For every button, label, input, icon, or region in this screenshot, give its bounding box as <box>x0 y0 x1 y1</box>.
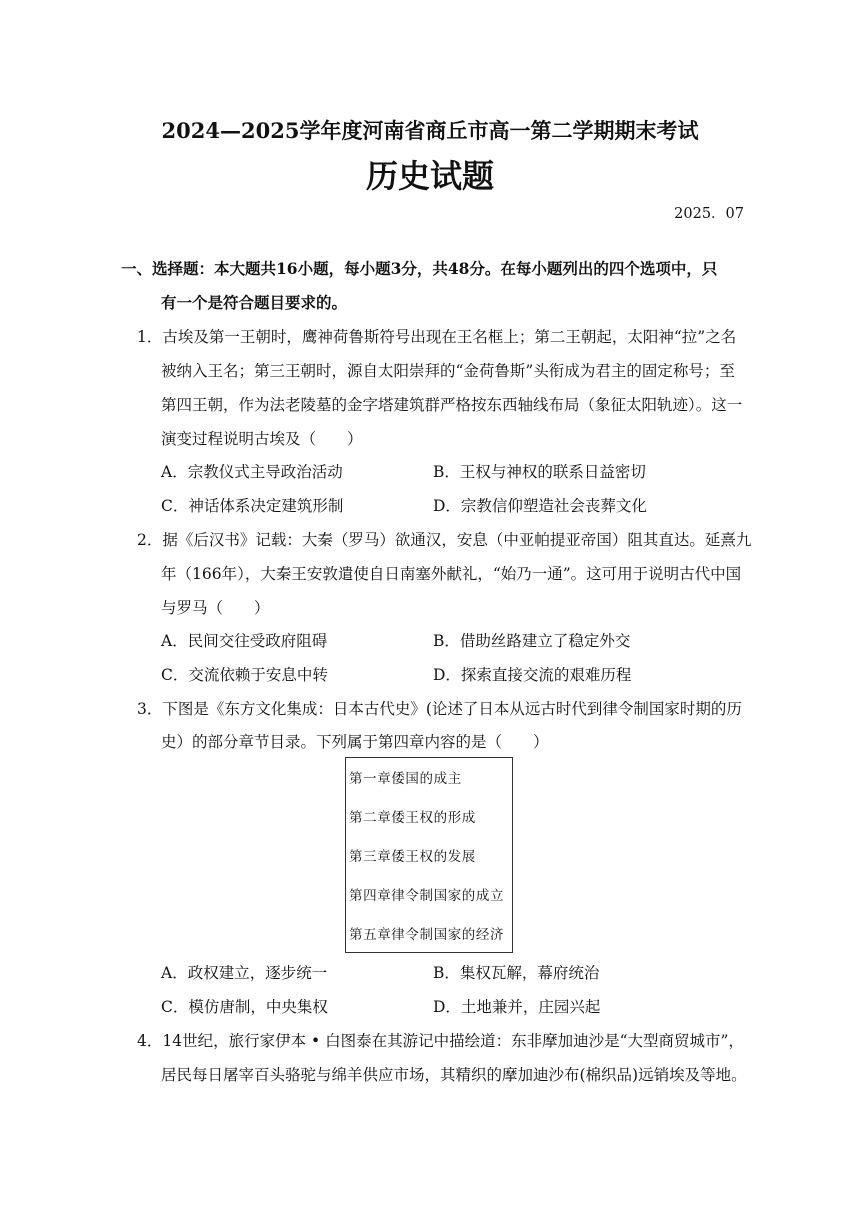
chapter-item: 第五章律令制国家的经济 <box>349 927 505 943</box>
q3-option-c: C．模仿唐制，中央集权 <box>161 998 328 1016</box>
section-heading-cont: 有一个是符合题目要求的。 <box>161 293 348 312</box>
q2-option-c: C．交流依赖于安息中转 <box>161 666 328 684</box>
chapter-item: 第一章倭国的成主 <box>349 771 462 787</box>
q2-stem-line: 与罗马（ ） <box>161 599 270 617</box>
q2-stem-line: 年（166年），大秦王安敦遣使自日南塞外献礼，“始乃一通”。这可用于说明古代中国 <box>161 565 742 583</box>
chapter-item: 第三章倭王权的发展 <box>349 849 476 865</box>
q1-stem-line: 被纳入王名；第三王朝时，源自太阳崇拜的“金荷鲁斯”头衔成为君主的固定称号；至 <box>161 362 735 380</box>
q4-stem-line: 4．14世纪，旅行家伊本 • 白图泰在其游记中描绘道：东非摩加迪沙是“大型商贸城市”， <box>137 1032 744 1050</box>
chapter-item: 第四章律令制国家的成立 <box>349 888 505 904</box>
q2-option-a: A．民间交往受政府阻碍 <box>161 632 328 650</box>
q1-stem-line: 演变过程说明古埃及（ ） <box>161 430 363 448</box>
q1-option-d: D．宗教信仰塑造社会丧葬文化 <box>433 497 647 515</box>
section-heading: 一、选择题：本大题共16小题，每小题3分，共48分。在每小题列出的四个选项中，只 <box>121 259 718 278</box>
q4-stem-line: 居民每日屠宰百头骆驼与绵羊供应市场，其精织的摩加迪沙布(棉织品)远销埃及等地。 <box>161 1066 747 1084</box>
exam-subtitle: 历史试题 <box>365 157 494 195</box>
exam-title: 2024—2025学年度河南省商丘市高一第二学期期末考试 <box>161 118 699 143</box>
q1-stem-line: 第四王朝，作为法老陵墓的金字塔建筑群严格按东西轴线布局（象征太阳轨迹）。这一 <box>161 396 743 414</box>
q1-stem-line: 1．古埃及第一王朝时，鹰神荷鲁斯符号出现在王名框上；第二王朝起，太阳神“拉”之名 <box>137 328 737 346</box>
q3-stem-line: 史）的部分章节目录。下列属于第四章内容的是（ ） <box>161 733 549 751</box>
q3-option-b: B．集权瓦解，幕府统治 <box>433 964 600 982</box>
chapter-list-box <box>345 757 513 953</box>
q3-option-d: D．土地兼并，庄园兴起 <box>433 998 601 1016</box>
q1-option-c: C．神话体系决定建筑形制 <box>161 497 344 515</box>
q3-option-a: A．政权建立，逐步统一 <box>161 964 328 982</box>
chapter-item: 第二章倭王权的形成 <box>349 810 476 826</box>
q2-stem-line: 2．据《后汉书》记载：大秦（罗马）欲通汉，安息（中亚帕提亚帝国）阻其直达。延熹九 <box>137 531 752 549</box>
exam-date: 2025．07 <box>674 206 744 222</box>
q2-option-d: D．探索直接交流的艰难历程 <box>433 666 632 684</box>
q1-option-b: B．王权与神权的联系日益密切 <box>433 463 646 481</box>
q1-option-a: A．宗教仪式主导政治活动 <box>161 463 343 481</box>
q2-option-b: B．借助丝路建立了稳定外交 <box>433 632 631 650</box>
q3-stem-line: 3．下图是《东方文化集成：日本古代史》(论述了日本从远古时代到律令制国家时期的历 <box>137 700 742 718</box>
